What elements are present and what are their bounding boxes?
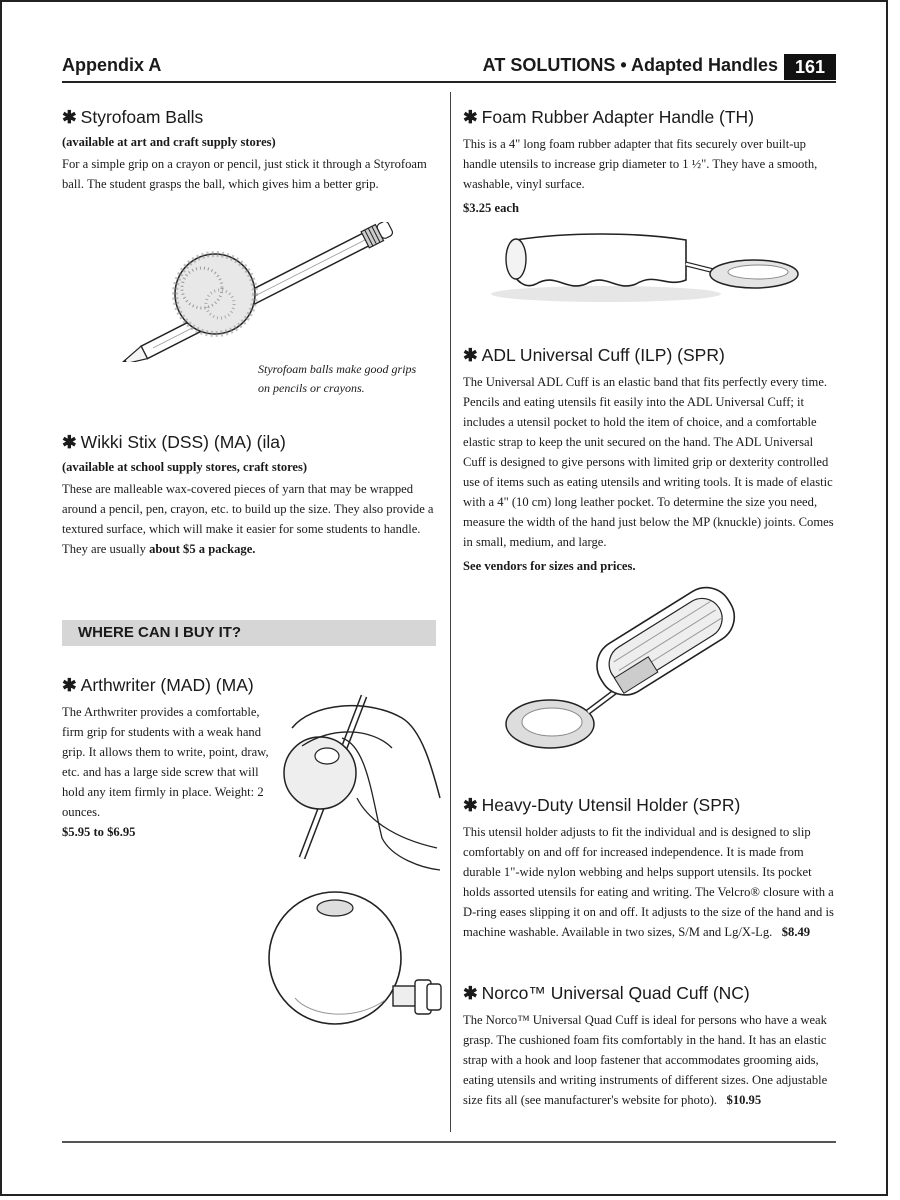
appendix-label: Appendix A [62,55,162,75]
styrofoam-section [62,106,434,194]
wikki-price: about $5 a package. [149,542,256,556]
section-title: AT SOLUTIONS • Adapted Handles [482,55,778,75]
star-icon: ✱ [463,983,478,1003]
arthwriter-body: The Arthwriter provides a comfortable, firm grip for students with a weak hand grip. It allows them to write, point, draw, etc. and has a large side screw that will hold any item firmly in place. Weight: 2 ounces. [62,705,269,819]
star-icon: ✱ [463,107,478,127]
styrofoam-availability: (available at art and craft supply stores) [62,135,276,149]
adl-price: See vendors for sizes and prices. [463,559,636,573]
adl-cuff-illustration [500,584,750,764]
arthwriter-ball-illustration [255,888,445,1038]
arthwriter-section [62,674,272,842]
where-can-i-buy-heading: WHERE CAN I BUY IT? [62,620,436,646]
norco-heading: ✱ Norco™ Universal Quad Cuff (NC) [463,983,750,1003]
wikki-body: These are malleable wax-covered pieces of yarn that may be wrapped around a pencil, pen, crayon, etc. to build up the size. They also provide a textured surface, which will make it easier for some students to handle. They are usually about $5 a package. [62,482,434,556]
arthwriter-hand-illustration [272,688,442,878]
foam-body: This is a 4" long foam rubber adapter that fits securely over built-up handle utensils to increase grip diameter to 1 ½". They have a smooth, washable, vinyl surface. [463,137,818,191]
star-icon: ✱ [62,675,77,695]
star-icon: ✱ [62,107,77,127]
star-icon: ✱ [463,345,478,365]
adl-body: The Universal ADL Cuff is an elastic band that fits perfectly every time. Pencils and eating utensils fit easily into the ADL Universal Cuff; it includes a utensil pocket to hold the item of choice, and a comfortable elastic strap to keep the unit secured on the hand. The ADL Universal Cuff is designed to give persons with limited grip or dexterity controlled use of items such as eating utensils and writing tools. It is made of elastic with a 4" (10 cm) long leather pocket. To determine the size you need, measure the width of the hand just below the MP (knuckle) joints. Comes in small, medium, and large. [463,375,834,549]
star-icon: ✱ [463,795,478,815]
heavy-price: $8.49 [781,925,811,939]
foam-handle-illustration [486,228,806,308]
star-icon: ✱ [62,432,77,452]
arthwriter-heading: ✱ Arthwriter (MAD) (MA) [62,675,254,695]
adl-heading: ✱ ADL Universal Cuff (ILP) (SPR) [463,345,725,365]
footer-rule [62,1141,836,1143]
heavy-heading: ✱ Heavy-Duty Utensil Holder (SPR) [463,795,741,815]
header-rule [62,81,836,83]
heavy-body: This utensil holder adjusts to fit the individual and is designed to slip comfortably on and off for increased independence. It is made from durable 1"-wide nylon webbing and helps support utensils. Its pocket holds assorted utensils for eating and writing. The Velcro® closure with a D-ring eases slipping it on and off. It adjusts to the size of the hand and is machine washable. Available in two sizes, S/M and Lg/X-Lg. $8.49 [463,825,834,939]
foam-heading: ✱ Foam Rubber Adapter Handle (TH) [463,107,755,127]
wikki-section [62,431,436,559]
foam-section [463,106,839,218]
wikki-availability: (available at school supply stores, craft stores) [62,460,308,474]
norco-section [463,982,839,1110]
norco-body: The Norco™ Universal Quad Cuff is ideal for persons who have a weak grasp. The cushioned foam fits comfortably in the hand. It has an elastic strap with a hook and loop fastener that accommodates grooming aids, eating utensils and writing instruments of different sizes. One adjustable size fits all (see manufacturer's website for photo). $10.95 [463,1013,828,1107]
column-divider [450,92,451,1132]
page-header [62,54,836,80]
styrofoam-body: For a simple grip on a crayon or pencil, just stick it through a Styrofoam ball. The student grasps the ball, which gives him a better grip. [62,157,427,191]
norco-price: $10.95 [726,1093,762,1107]
styrofoam-pencil-illustration [120,222,410,362]
page-number: 161 [784,54,836,80]
styrofoam-caption: Styrofoam balls make good grips on pencils or crayons. [258,362,417,395]
adl-section [463,344,839,576]
wikki-heading: ✱ Wikki Stix (DSS) (MA) (ila) [62,432,286,452]
foam-price: $3.25 each [463,201,519,215]
styrofoam-heading: ✱ Styrofoam Balls [62,107,204,127]
heavy-section [463,794,839,942]
arthwriter-price: $5.95 to $6.95 [62,825,136,839]
